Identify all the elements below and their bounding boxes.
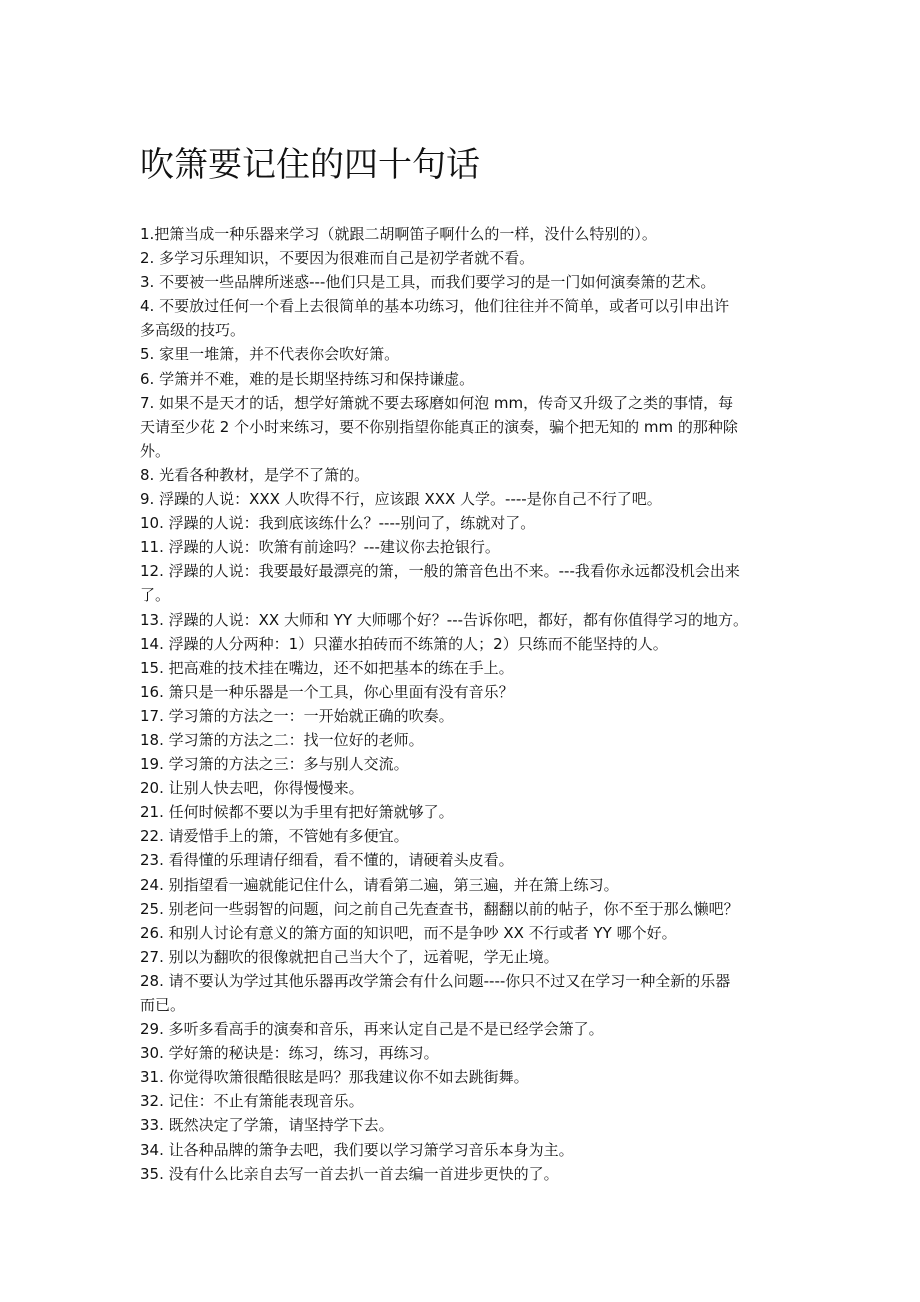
list-item xyxy=(140,680,790,704)
list-item xyxy=(140,222,790,246)
sayings-list xyxy=(140,222,790,1186)
list-item xyxy=(140,487,790,511)
list-item-line: 24. 别指望看一遍就能记住什么，请看第二遍，第三遍，并在箫上练习。 xyxy=(140,875,619,894)
list-item-line: 35. 没有什么比亲自去写一首去扒一首去编一首进步更快的了。 xyxy=(140,1164,559,1183)
list-item-line: 28. 请不要认为学过其他乐器再改学箫会有什么问题----你只不过又在学习一种全新的乐器 xyxy=(140,971,731,990)
list-item-line: 12. 浮躁的人说：我要最好最漂亮的箫，一般的箫音色出不来。---我看你永远都没机会出来 xyxy=(140,562,740,581)
list-item xyxy=(140,800,790,824)
list-item-line: 2. 多学习乐理知识，不要因为很难而自己是初学者就不看。 xyxy=(140,249,535,268)
list-item xyxy=(140,1017,790,1041)
list-item-line: 23. 看得懂的乐理请仔细看，看不懂的，请硬着头皮看。 xyxy=(140,851,514,870)
list-item xyxy=(140,559,790,607)
list-item xyxy=(140,1065,790,1089)
list-item-line: 19. 学习箫的方法之三：多与别人交流。 xyxy=(140,755,409,774)
list-item-line: 1.把箫当成一种乐器来学习（就跟二胡啊笛子啊什么的一样，没什么特别的）。 xyxy=(140,225,657,243)
list-item-line: 3. 不要被一些品牌所迷惑---他们只是工具，而我们要学习的是一门如何演奏箫的艺术。 xyxy=(140,273,716,292)
list-item-line: 16. 箫只是一种乐器是一个工具，你心里面有没有音乐？ xyxy=(140,682,514,701)
list-item-line: 32. 记住：不止有箫能表现音乐。 xyxy=(140,1092,364,1111)
list-item-line: 27. 别以为翻吹的很像就把自己当大个了，远着呢，学无止境。 xyxy=(140,947,559,966)
list-item-line: 9. 浮躁的人说：XXX 人吹得不行，应该跟 XXX 人学。----是你自己不行了吧。 xyxy=(140,490,662,509)
list-item-line: 26. 和别人讨论有意义的箫方面的知识吧，而不是争吵 XX 不行或者 YY 哪个好。 xyxy=(140,923,677,942)
list-item-line: 天请至少花 2 个小时来练习，要不你别指望你能真正的演奏，骗个把无知的 mm 的那种除 xyxy=(140,417,738,436)
list-item xyxy=(140,342,790,366)
list-item-line: 14. 浮躁的人分两种：1）只灌水拍砖而不练箫的人；2）只练而不能坚持的人。 xyxy=(140,634,668,653)
list-item-line: 7. 如果不是天才的话，想学好箫就不要去琢磨如何泡 mm，传奇又升级了之类的事情，每 xyxy=(140,393,734,412)
list-item-line: 17. 学习箫的方法之一：一开始就正确的吹奏。 xyxy=(140,706,454,725)
list-item xyxy=(140,246,790,270)
list-item-line: 18. 学习箫的方法之二：找一位好的老师。 xyxy=(140,730,424,749)
list-item xyxy=(140,776,790,800)
document-title: 吹箫要记住的四十句话 xyxy=(140,145,480,185)
list-item xyxy=(140,752,790,776)
list-item-line: 33. 既然决定了学箫，请坚持学下去。 xyxy=(140,1116,394,1135)
list-item xyxy=(140,391,790,463)
list-item xyxy=(140,535,790,559)
list-item-line: 29. 多听多看高手的演奏和音乐，再来认定自己是不是已经学会箫了。 xyxy=(140,1020,604,1039)
list-item-line: 了。 xyxy=(140,586,171,605)
list-item xyxy=(140,294,790,342)
list-item-line: 25. 别老问一些弱智的问题，问之前自己先查查书，翻翻以前的帖子，你不至于那么懒吧？ xyxy=(140,899,739,918)
list-item xyxy=(140,945,790,969)
list-item-line: 而已。 xyxy=(140,996,186,1014)
list-item xyxy=(140,463,790,487)
list-item-line: 6. 学箫并不难，难的是长期坚持练习和保持谦虚。 xyxy=(140,369,475,388)
list-item-line: 5. 家里一堆箫，并不代表你会吹好箫。 xyxy=(140,345,400,364)
list-item xyxy=(140,1113,790,1137)
list-item-line: 外。 xyxy=(140,441,171,460)
list-item-line: 31. 你觉得吹箫很酷很眩是吗？那我建议你不如去跳街舞。 xyxy=(140,1068,529,1087)
list-item xyxy=(140,969,790,1017)
list-item xyxy=(140,704,790,728)
list-item-line: 30. 学好箫的秘诀是：练习，练习，再练习。 xyxy=(140,1044,439,1063)
list-item xyxy=(140,873,790,897)
list-item-line: 13. 浮躁的人说：XX 大师和 YY 大师哪个好？---告诉你吧，都好，都有你值得学习的地方。 xyxy=(140,610,749,629)
list-item-line: 4. 不要放过任何一个看上去很简单的基本功练习，他们往往并不简单，或者可以引申出许 xyxy=(140,297,730,316)
list-item xyxy=(140,897,790,921)
list-item-line: 15. 把高难的技术挂在嘴边，还不如把基本的练在手上。 xyxy=(140,658,514,677)
list-item xyxy=(140,1162,790,1186)
list-item xyxy=(140,824,790,848)
list-item-line: 8. 光看各种教材，是学不了箫的。 xyxy=(140,465,370,484)
list-item xyxy=(140,1138,790,1162)
list-item-line: 11. 浮躁的人说：吹箫有前途吗？---建议你去抢银行。 xyxy=(140,538,500,557)
list-item xyxy=(140,270,790,294)
list-item xyxy=(140,511,790,535)
list-item xyxy=(140,1041,790,1065)
list-item xyxy=(140,848,790,872)
list-item-line: 10. 浮躁的人说：我到底该练什么？----别问了，练就对了。 xyxy=(140,514,536,533)
list-item xyxy=(140,608,790,632)
list-item-line: 34. 让各种品牌的箫争去吧，我们要以学习箫学习音乐本身为主。 xyxy=(140,1140,574,1159)
list-item xyxy=(140,656,790,680)
list-item-line: 22. 请爱惜手上的箫，不管她有多便宜。 xyxy=(140,827,409,846)
list-item xyxy=(140,728,790,752)
list-item-line: 21. 任何时候都不要以为手里有把好箫就够了。 xyxy=(140,803,454,822)
list-item-line: 多高级的技巧。 xyxy=(140,321,246,340)
list-item xyxy=(140,367,790,391)
list-item xyxy=(140,1089,790,1113)
list-item-line: 20. 让别人快去吧，你得慢慢来。 xyxy=(140,779,364,798)
list-item xyxy=(140,921,790,945)
list-item xyxy=(140,632,790,656)
